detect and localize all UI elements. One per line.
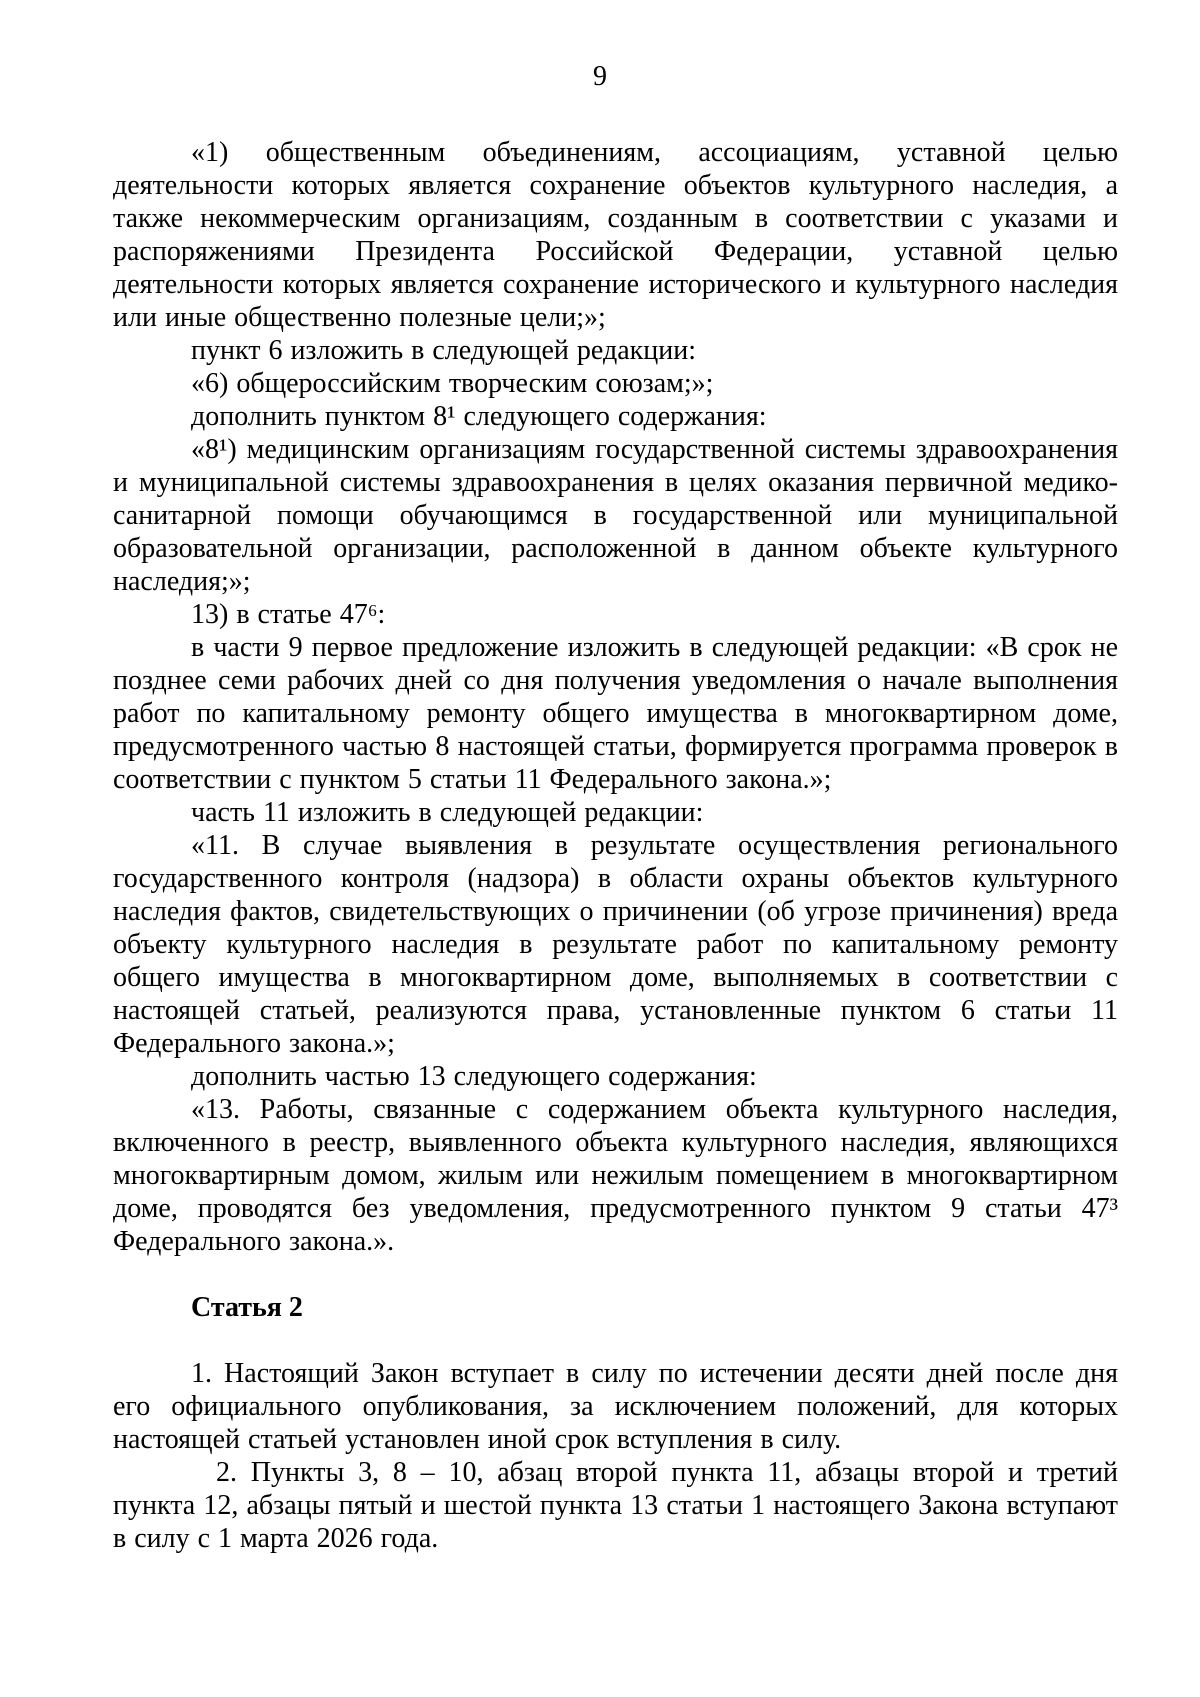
paragraph-part-11-text: «11. В случае выявления в результате осуществления регионального государственного контроля (надзора) в области охраны объектов культурного наследия фактов, свидетельствующих о причинении (об угрозе причинения) вреда объекту культурного наследия в результате работ по капитальному ремонту общего имущества в многоквартирном доме, выполняемых в соответствии с настоящей статьей, реализуются права, установленные пунктом 6 статьи 11 Федерального закона.»;: [113, 830, 1118, 1059]
paragraph-part-11-intro: часть 11 изложить в следующей редакции:: [191, 797, 704, 828]
paragraph-point-6-intro: пункт 6 изложить в следующей редакции:: [191, 335, 696, 366]
paragraph-part-13-intro: дополнить частью 13 следующего содержания:: [191, 1061, 757, 1092]
paragraph-point-8-1-intro: дополнить пунктом 8¹ следующего содержания:: [191, 401, 767, 432]
paragraph-point-6-text: «6) общероссийским творческим союзам;»;: [191, 368, 714, 399]
paragraph-part-9-amendment: в части 9 первое предложение изложить в следующей редакции: «В срок не позднее семи рабочих дней со дня получения уведомления о начале выполнения работ по капитальному ремонту общего имущества в многоквартирном доме, предусмотренного частью 8 настоящей статьи, формируется программа проверок в соответствии с пунктом 5 статьи 11 Федерального закона.»;: [113, 632, 1118, 795]
paragraph-amendment-point-1: «1) общественным объединениям, ассоциациям, уставной целью деятельности которых является сохранение объектов культурного наследия, а также некоммерческим организациям, созданным в соответствии с указами и распоряжениями Президента Российской Федерации, уставной целью деятельности которых является сохранение исторического и культурного наследия или иные общественно полезные цели;»;: [113, 137, 1118, 333]
article-2-heading: Статья 2: [191, 1292, 303, 1323]
paragraph-point-8-1-text: «8¹) медицинским организациям государственной системы здравоохранения и муниципальной системы здравоохранения в целях оказания первичной медико-санитарной помощи обучающимся в государственной или муниципальной образовательной организации, расположенной в данном объекте культурного наследия;»;: [113, 434, 1118, 597]
page-number: 9: [593, 61, 607, 92]
document-body: [113, 136, 1118, 1555]
paragraph-part-13-text: «13. Работы, связанные с содержанием объекта культурного наследия, включенного в реестр, выявленного объекта культурного наследия, являющихся многоквартирным домом, жилым или нежилым помещением в многоквартирном доме, проводятся без уведомления, предусмотренного пунктом 9 статьи 47³ Федерального закона.».: [113, 1094, 1118, 1257]
paragraph-item-13-article-47-6: 13) в статье 47⁶:: [191, 599, 386, 630]
paragraph-article-2-item-1: 1. Настоящий Закон вступает в силу по истечении десяти дней после дня его официального опубликования, за исключением положений, для которых настоящей статьей установлен иной срок вступления в силу.: [113, 1358, 1118, 1455]
paragraph-article-2-item-2: 2. Пункты 3, 8 – 10, абзац второй пункта 11, абзацы второй и третий пункта 12, абзацы пятый и шестой пункта 13 статьи 1 настоящего Закона вступают в силу с 1 марта 2026 года.: [113, 1457, 1118, 1554]
